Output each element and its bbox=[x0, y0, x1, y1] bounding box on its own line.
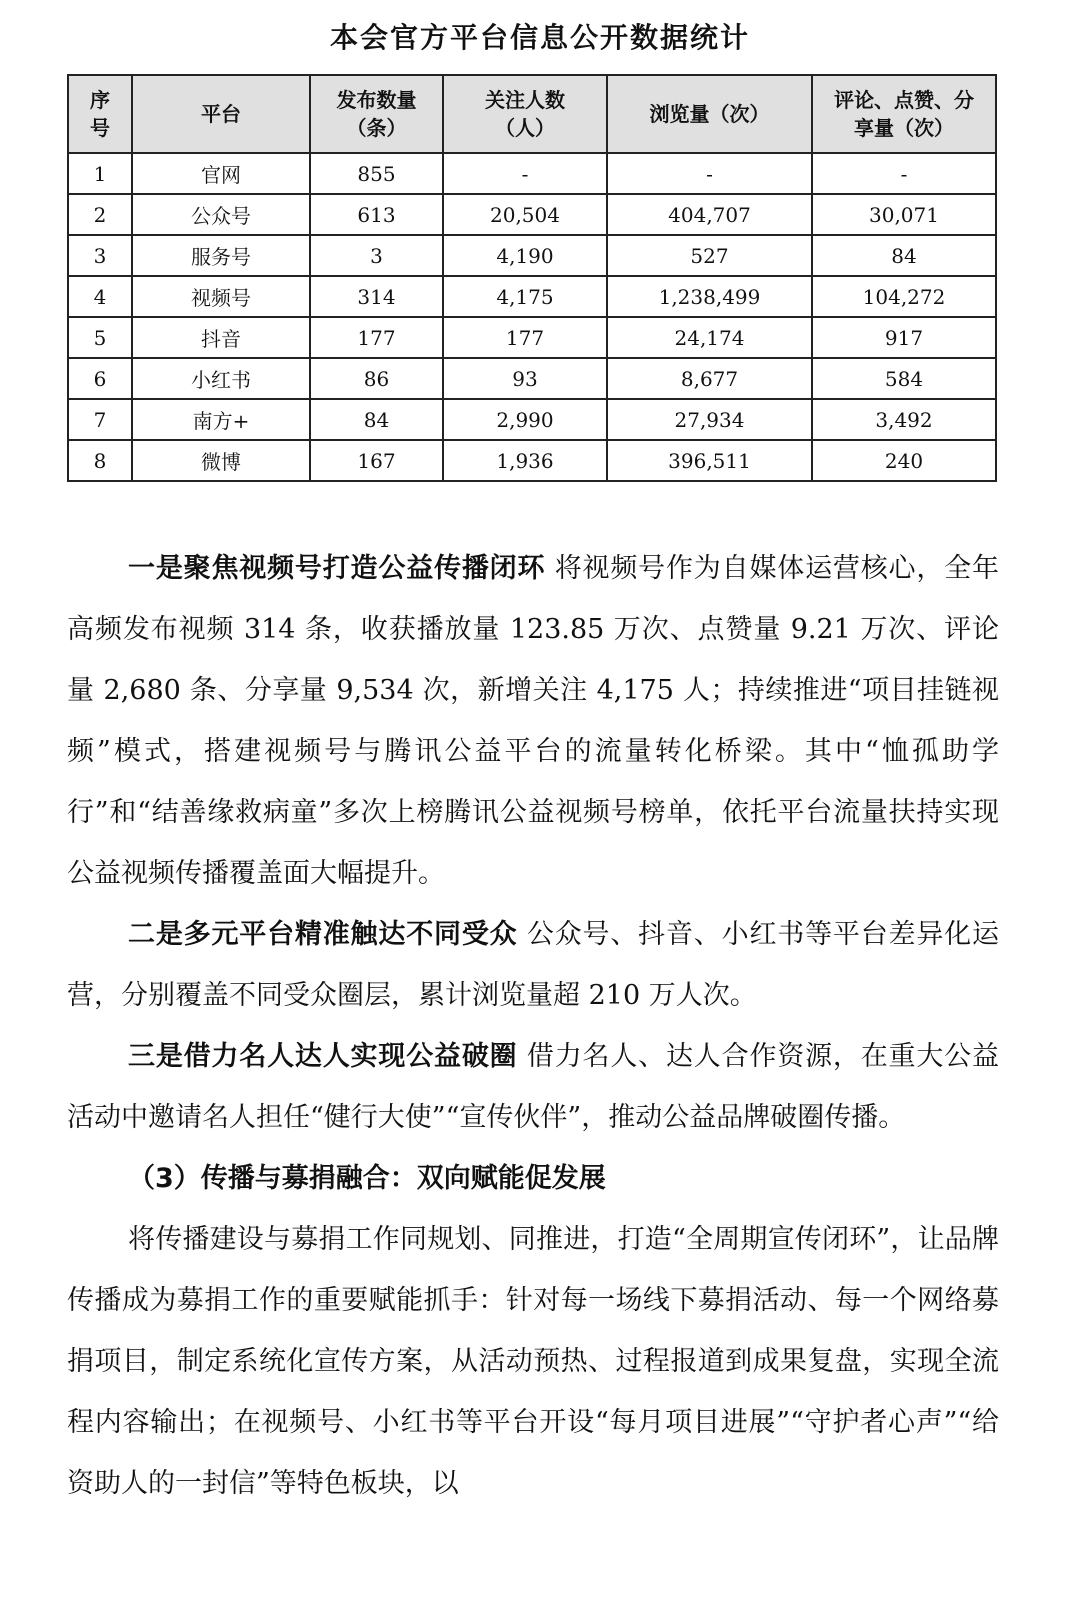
cell-post-count: 167 bbox=[310, 440, 443, 481]
cell-followers: 2,990 bbox=[443, 399, 607, 440]
header-platform-label: 平台 bbox=[201, 102, 241, 126]
table-header-row bbox=[68, 75, 996, 153]
cell-post-count: 855 bbox=[310, 153, 443, 194]
cell-platform: 官网 bbox=[132, 153, 310, 194]
cell-index: 2 bbox=[68, 194, 132, 235]
header-index-line1: 序 bbox=[90, 88, 110, 112]
header-engagement-line2: 享量（次） bbox=[854, 116, 954, 140]
cell-engagement: 3,492 bbox=[812, 399, 996, 440]
section-subheading: （3）传播与募捐融合：双向赋能促发展 bbox=[128, 1163, 606, 1194]
header-post-count-line2: （条） bbox=[346, 116, 407, 140]
paragraph-celebrities bbox=[67, 1026, 999, 1148]
cell-followers: 4,175 bbox=[443, 276, 607, 317]
paragraph-multi-platform bbox=[67, 904, 999, 1026]
table-row bbox=[68, 276, 996, 317]
table-row bbox=[68, 194, 996, 235]
cell-platform: 抖音 bbox=[132, 317, 310, 358]
cell-index: 5 bbox=[68, 317, 132, 358]
cell-platform: 服务号 bbox=[132, 235, 310, 276]
cell-index: 4 bbox=[68, 276, 132, 317]
header-post-count-line1: 发布数量 bbox=[336, 88, 417, 112]
cell-views: 396,511 bbox=[607, 440, 812, 481]
paragraph-body: 公众号、抖音、小红书等平台差异化运营，分别覆盖不同受众圈层，累计浏览量超 210 万人次。 bbox=[67, 919, 1000, 1011]
cell-views: 404,707 bbox=[607, 194, 812, 235]
header-engagement bbox=[812, 75, 996, 153]
header-post-count bbox=[310, 75, 443, 153]
paragraph-body: 将视频号作为自媒体运营核心，全年高频发布视频 314 条，收获播放量 123.85 万次、点赞量 9.21 万次、评论量 2,680 条、分享量 9,534 次，新增关注 4,175 人；持续推进“项目挂链视频”模式，搭建视频号与腾讯公益平台的流量转化桥梁。其中“恤孤助学行”和“结善缘救病童”多次上榜腾讯公益视频号榜单，依托平台流量扶持实现公益视频传播覆盖面大幅提升。 bbox=[67, 553, 999, 889]
cell-platform: 微博 bbox=[132, 440, 310, 481]
cell-engagement: 917 bbox=[812, 317, 996, 358]
header-followers bbox=[443, 75, 607, 153]
cell-followers: 1,936 bbox=[443, 440, 607, 481]
paragraph-lead: 二是多元平台精准触达不同受众 bbox=[128, 919, 518, 950]
header-followers-line2: （人） bbox=[495, 116, 555, 140]
header-platform bbox=[132, 75, 310, 153]
paragraph-video-channel bbox=[67, 538, 999, 904]
cell-platform: 小红书 bbox=[132, 358, 310, 399]
cell-views: 1,238,499 bbox=[607, 276, 812, 317]
cell-index: 3 bbox=[68, 235, 132, 276]
cell-index: 7 bbox=[68, 399, 132, 440]
cell-followers: 4,190 bbox=[443, 235, 607, 276]
table-row bbox=[68, 153, 996, 194]
body-text bbox=[67, 538, 999, 1514]
cell-index: 6 bbox=[68, 358, 132, 399]
paragraph-lead: 一是聚焦视频号打造公益传播闭环 bbox=[128, 553, 546, 584]
cell-post-count: 177 bbox=[310, 317, 443, 358]
cell-post-count: 3 bbox=[310, 235, 443, 276]
header-views-label: 浏览量（次） bbox=[649, 102, 770, 126]
cell-followers: 93 bbox=[443, 358, 607, 399]
cell-followers: 20,504 bbox=[443, 194, 607, 235]
platform-stats-table bbox=[67, 74, 997, 482]
cell-engagement: 104,272 bbox=[812, 276, 996, 317]
cell-engagement: 84 bbox=[812, 235, 996, 276]
paragraph-body: 借力名人、达人合作资源，在重大公益活动中邀请名人担任“健行大使”“宣传伙伴”，推动公益品牌破圈传播。 bbox=[67, 1041, 1000, 1133]
cell-engagement: 240 bbox=[812, 440, 996, 481]
cell-views: 27,934 bbox=[607, 399, 812, 440]
table-row bbox=[68, 440, 996, 481]
cell-engagement: - bbox=[812, 153, 996, 194]
cell-post-count: 613 bbox=[310, 194, 443, 235]
header-views bbox=[607, 75, 812, 153]
cell-views: 24,174 bbox=[607, 317, 812, 358]
header-index bbox=[68, 75, 132, 153]
cell-post-count: 314 bbox=[310, 276, 443, 317]
table-row bbox=[68, 317, 996, 358]
cell-engagement: 30,071 bbox=[812, 194, 996, 235]
cell-followers: 177 bbox=[443, 317, 607, 358]
header-followers-line1: 关注人数 bbox=[485, 88, 565, 112]
cell-post-count: 86 bbox=[310, 358, 443, 399]
header-engagement-line1: 评论、点赞、分 bbox=[834, 88, 974, 112]
paragraph-fundraising: 将传播建设与募捐工作同规划、同推进，打造“全周期宣传闭环”，让品牌传播成为募捐工作的重要赋能抓手：针对每一场线下募捐活动、每一个网络募捐项目，制定系统化宣传方案，从活动预热、过程报道到成果复盘，实现全流程内容输出；在视频号、小红书等平台开设“每月项目进展”“守护者心声”“给资助人的一封信”等特色板块，以 bbox=[67, 1224, 999, 1499]
table-title: 本会官方平台信息公开数据统计 bbox=[329, 21, 750, 54]
header-index-line2: 号 bbox=[90, 116, 110, 140]
cell-index: 1 bbox=[68, 153, 132, 194]
cell-platform: 南方+ bbox=[132, 399, 310, 440]
paragraph-lead: 三是借力名人达人实现公益破圈 bbox=[128, 1041, 518, 1072]
table-row bbox=[68, 235, 996, 276]
cell-post-count: 84 bbox=[310, 399, 443, 440]
cell-views: 8,677 bbox=[607, 358, 812, 399]
cell-platform: 视频号 bbox=[132, 276, 310, 317]
cell-views: - bbox=[607, 153, 812, 194]
cell-views: 527 bbox=[607, 235, 812, 276]
cell-platform: 公众号 bbox=[132, 194, 310, 235]
cell-index: 8 bbox=[68, 440, 132, 481]
cell-followers: - bbox=[443, 153, 607, 194]
table-row bbox=[68, 399, 996, 440]
table-row bbox=[68, 358, 996, 399]
cell-engagement: 584 bbox=[812, 358, 996, 399]
